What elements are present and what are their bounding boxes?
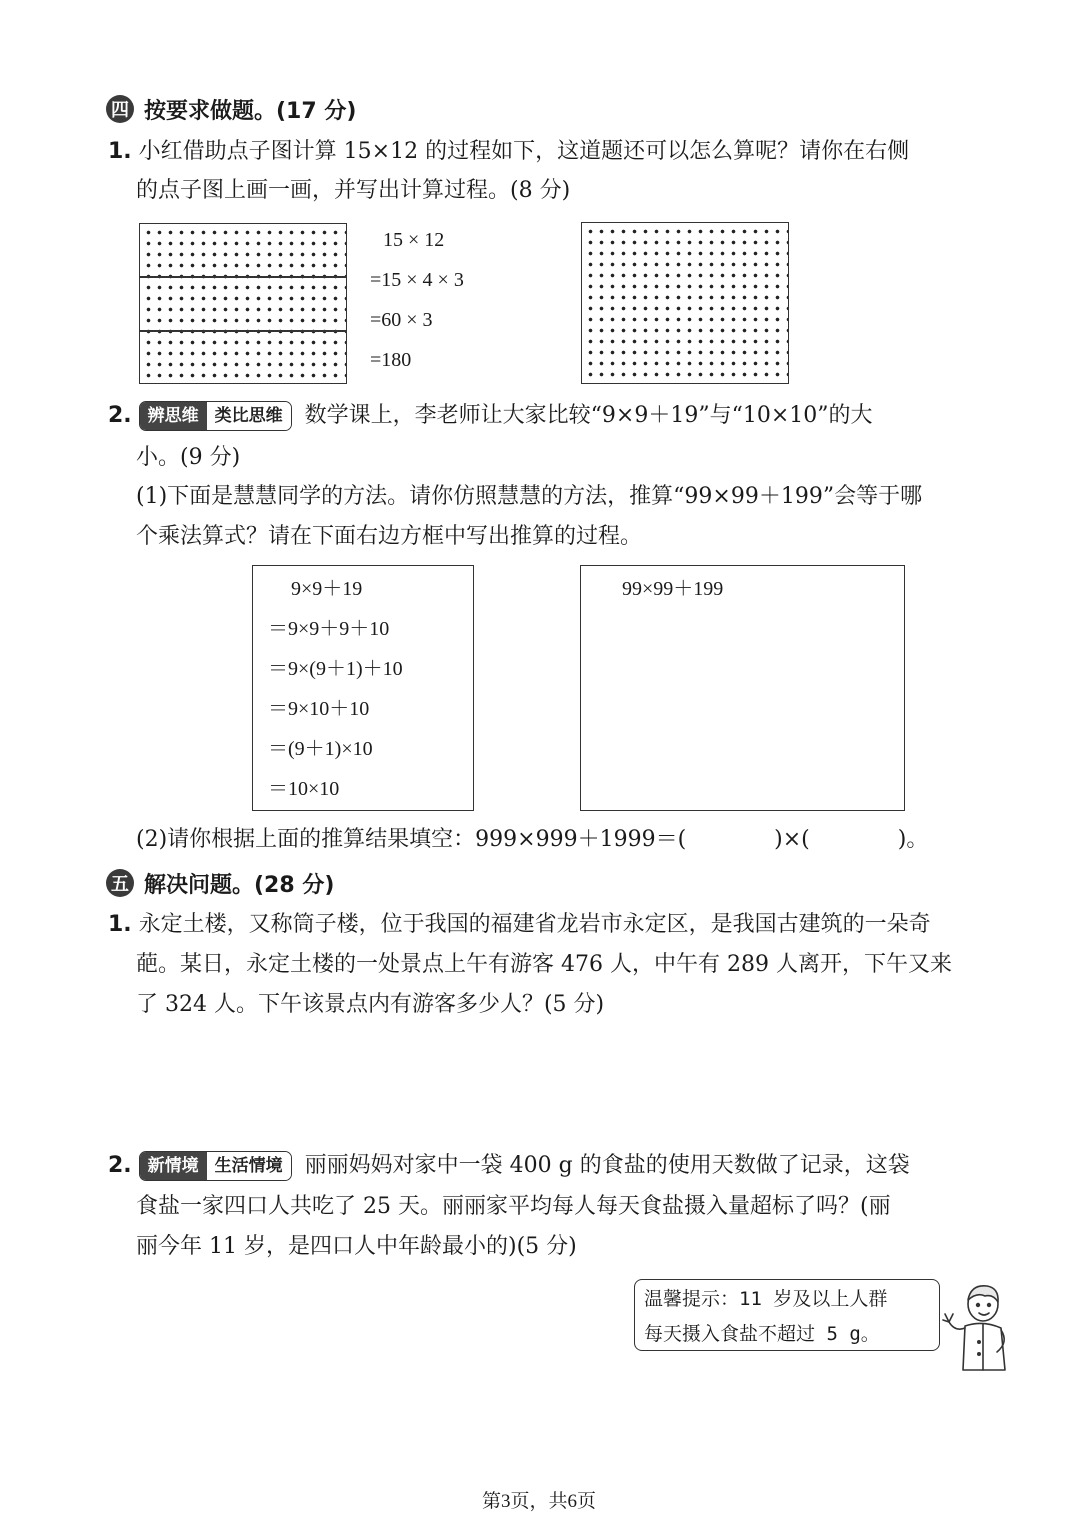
section-4-badge: 四 bbox=[106, 95, 134, 123]
s4-q2-tag-light: 类比思维 bbox=[207, 402, 291, 430]
s4-q1-line1 bbox=[108, 137, 909, 167]
huihui-calc-line: ＝9×9＋9＋10 bbox=[268, 618, 390, 640]
s5-q2-number: 2. bbox=[108, 1153, 132, 1178]
s4-q2-sub2: (2)请你根据上面的推算结果填空：999×999＋1999＝( )×( )。 bbox=[136, 827, 929, 852]
page-footer: 第3页，共6页 bbox=[482, 1491, 597, 1512]
huihui-calc-line: 9×9＋19 bbox=[291, 578, 363, 600]
cartoon-boy-icon bbox=[935, 1282, 1025, 1374]
section-4-title: 按要求做题。(17 分) bbox=[144, 98, 357, 124]
tip-line-2: 每天摄入食盐不超过 5 g。 bbox=[644, 1323, 880, 1345]
huihui-calc-line: ＝(9＋1)×10 bbox=[268, 738, 373, 760]
s5-q1-line2: 葩。某日，永定土楼的一处景点上午有游客 476 人，中午有 289 人离开，下午又来 bbox=[136, 952, 952, 977]
s4-q1-calc-line: =180 bbox=[370, 349, 412, 371]
huihui-calc bbox=[268, 569, 403, 809]
s5-q2-line3: 丽今年 11 岁，是四口人中年龄最小的)(5 分) bbox=[136, 1234, 577, 1259]
s5-q2-text1: 丽丽妈妈对家中一袋 400 g 的食盐的使用天数做了记录，这袋 bbox=[304, 1153, 910, 1178]
section-5-badge: 五 bbox=[106, 869, 134, 897]
s4-q2-number: 2. bbox=[108, 403, 132, 428]
s4-q1-number: 1. bbox=[108, 139, 132, 164]
s4-q2-text1: 数学课上，李老师让大家比较“9×9＋19”与“10×10”的大 bbox=[304, 403, 873, 428]
section-4-header bbox=[106, 92, 356, 126]
s4-q1-calc-line: =15 × 4 × 3 bbox=[370, 269, 464, 291]
s5-q1-number: 1. bbox=[108, 912, 132, 937]
huihui-calc-line: ＝10×10 bbox=[268, 778, 340, 800]
s5-q1-line3: 了 324 人。下午该景点内有游客多少人？(5 分) bbox=[136, 992, 605, 1017]
s4-q1-calc-line: 15 × 12 bbox=[383, 229, 445, 251]
s4-q1-calc bbox=[370, 220, 464, 380]
s5-q1-line1 bbox=[108, 910, 931, 940]
answer-box-start: 99×99＋199 bbox=[622, 578, 724, 600]
s4-q1-line2: 的点子图上画一画，并写出计算过程。(8 分) bbox=[136, 178, 571, 203]
huihui-calc-line: ＝9×(9＋1)＋10 bbox=[268, 658, 403, 680]
s4-q1-calc-line: =60 × 3 bbox=[370, 309, 433, 331]
s4-q2-tag bbox=[139, 401, 292, 431]
left-dot-grid bbox=[139, 223, 347, 384]
s4-q2-sub1-line1: (1)下面是慧慧同学的方法。请你仿照慧慧的方法，推算“99×99＋199”会等于哪 bbox=[136, 484, 923, 509]
s5-q1-text1: 永定土楼，又称筒子楼，位于我国的福建省龙岩市永定区，是我国古建筑的一朵奇 bbox=[138, 912, 931, 937]
s4-q1-text1: 小红借助点子图计算 15×12 的过程如下，这道题还可以怎么算呢？请你在右侧 bbox=[138, 139, 910, 164]
left-grid-divider-1 bbox=[139, 276, 347, 278]
s5-q2-line1 bbox=[108, 1151, 910, 1181]
huihui-calc-line: ＝9×10＋10 bbox=[268, 698, 370, 720]
section-5-title: 解决问题。(28 分) bbox=[144, 872, 335, 898]
s4-q2-line1 bbox=[108, 401, 873, 431]
s5-q2-tag bbox=[139, 1151, 292, 1181]
s5-q2-tag-light: 生活情境 bbox=[207, 1152, 291, 1180]
left-grid-divider-2 bbox=[139, 330, 347, 332]
section-5-header bbox=[106, 866, 334, 900]
right-dot-grid[interactable] bbox=[581, 222, 789, 384]
tip-line-1: 温馨提示：11 岁及以上人群 bbox=[644, 1288, 888, 1310]
s5-q2-tag-dark: 新情境 bbox=[140, 1152, 207, 1180]
s5-q2-line2: 食盐一家四口人共吃了 25 天。丽丽家平均每人每天食盐摄入量超标了吗？(丽 bbox=[136, 1194, 891, 1219]
s4-q2-line2: 小。(9 分) bbox=[136, 445, 241, 470]
s4-q2-tag-dark: 辨思维 bbox=[140, 402, 207, 430]
s4-q2-sub1-line2: 个乘法算式？请在下面右边方框中写出推算的过程。 bbox=[136, 524, 643, 549]
